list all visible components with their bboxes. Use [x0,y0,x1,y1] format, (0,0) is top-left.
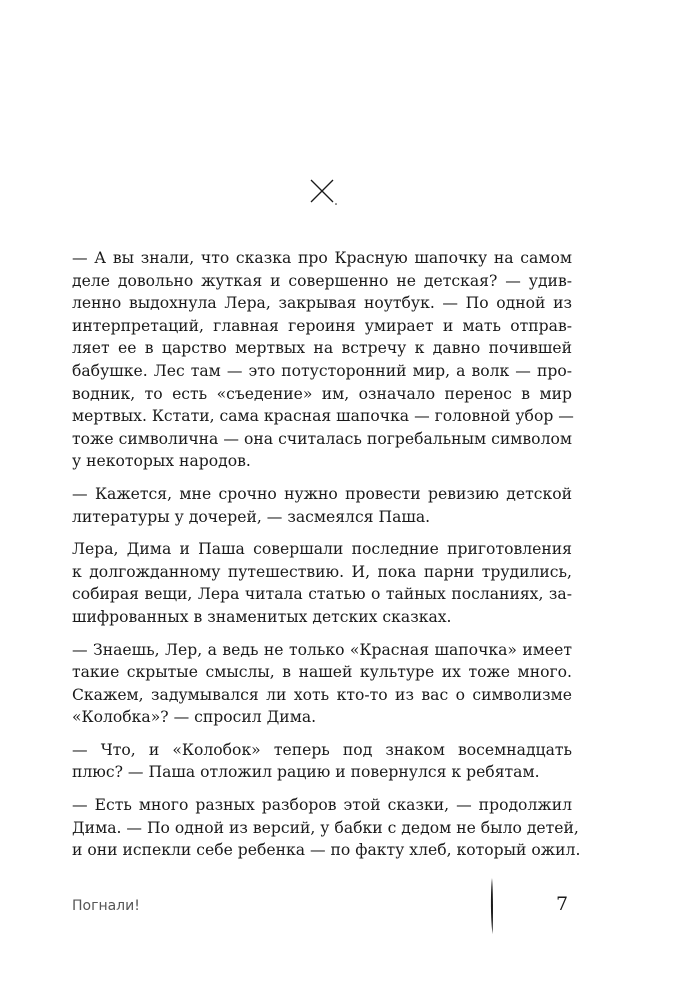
text-line: собирая вещи, Лера читала статью о тайных посланиях, за- [72,585,572,604]
text-line: у некоторых народов. [72,452,251,471]
paragraph [72,639,572,729]
text-line: ляет ее в царство мертвых на встречу к давно почившей [72,339,572,358]
text-line: деле довольно жуткая и совершенно не детская? — удив- [72,271,572,290]
text-line: ленно выдохнула Лера, закрывая ноутбук. — По одной из [72,294,572,313]
text-line: — Есть много разных разборов этой сказки, — продолжил [72,796,572,815]
text-line: Дима. — По одной из версий, у бабки с дедом не было детей, [72,818,579,837]
paragraph [72,739,572,784]
text-line: интерпретаций, главная героиня умирает и мать отправ- [72,316,572,335]
text-line: мертвых. Кстати, сама красная шапочка — головной убор — [72,407,574,426]
page-number: 7 [556,893,569,915]
text-line: тоже символична — она считалась погребальным символом [72,429,572,448]
text-line: Лера, Дима и Паша совершали последние приготовления [72,540,572,559]
paragraph [72,794,581,862]
paragraph [72,538,572,628]
text-line: бабушке. Лес там — это потусторонний мир, а волк — про- [72,361,572,380]
text-line: шифрованных в знаменитых детских сказках. [72,607,452,626]
text-line: — Кажется, мне срочно нужно провести ревизию детской [72,484,572,503]
running-title: Погнали! [72,898,140,914]
body-text [72,247,581,872]
text-line: «Колобка»? — спросил Дима. [72,708,317,727]
cross-ornament-icon [305,176,341,208]
text-line: литературы у дочерей, — засмеялся Паша. [72,507,431,526]
text-line: и они испекли себе ребенка — по факту хлеб, который ожил. [72,841,581,860]
text-line: водник, то есть «съедение» им, означало перенос в мир [72,384,572,403]
text-line: — Что, и «Колобок» теперь под знаком восемнадцать [72,740,572,759]
text-line: Скажем, задумывался ли хоть кто-то из вас о символизме [72,685,572,704]
text-line: такие скрытые смыслы, в нашей культуре их тоже много. [72,663,572,682]
text-line: к долгожданному путешествию. И, пока парни трудились, [72,562,572,581]
text-line: плюс? — Паша отложил рацию и повернулся к ребятам. [72,763,540,782]
footer-divider [487,878,497,934]
paragraph [72,247,572,473]
paragraph [72,483,572,528]
text-line: — А вы знали, что сказка про Красную шапочку на самом [72,249,572,267]
text-line: — Знаешь, Лер, а ведь не только «Красная шапочка» имеет [72,640,572,659]
